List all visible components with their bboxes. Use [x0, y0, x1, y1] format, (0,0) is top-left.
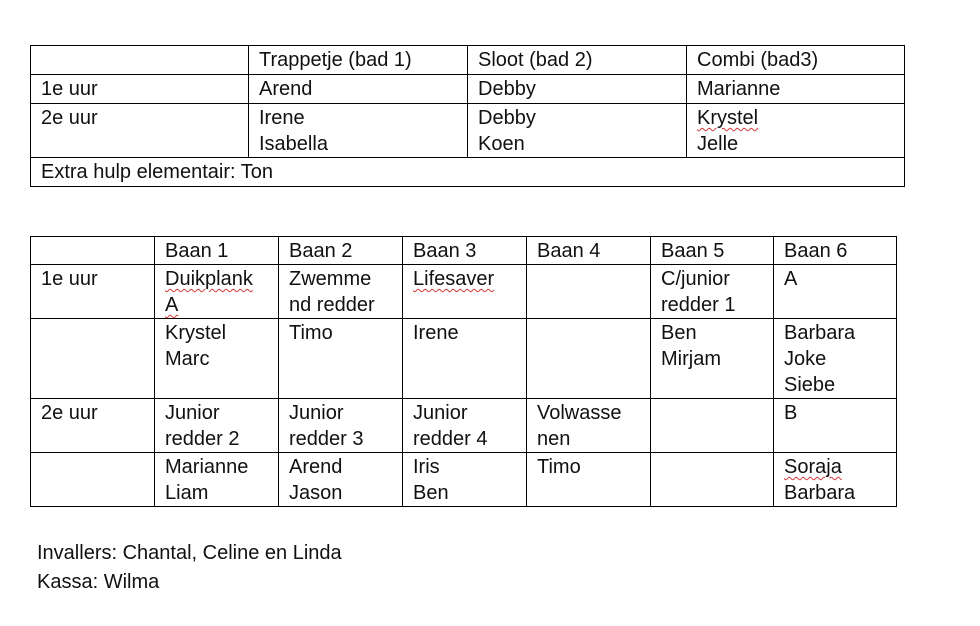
- row-label: 2e uur: [31, 399, 155, 453]
- table-row: [31, 158, 905, 187]
- table-cell: [774, 265, 897, 319]
- cell-line: A: [784, 268, 798, 290]
- cell-line: Krystel: [165, 322, 227, 344]
- cell-line: nd redder: [289, 294, 375, 316]
- cell-line: Marianne: [165, 456, 249, 478]
- table-cell: [527, 399, 651, 453]
- spellcheck-word: Lifesaver: [413, 268, 495, 290]
- cell-line: Irene: [413, 322, 459, 344]
- cell-line: Ben: [661, 322, 697, 344]
- cell-line: Mirjam: [661, 348, 721, 370]
- table-cell: Baan 4: [527, 237, 651, 265]
- cell-line: Barbara: [784, 482, 856, 504]
- cell-line: Barbara: [784, 322, 856, 344]
- table-cell: [651, 399, 774, 453]
- cell-line: Joke: [784, 348, 827, 370]
- row-label: 2e uur: [31, 104, 249, 158]
- spellcheck-word: Duikplank: [165, 268, 253, 290]
- table-cell: Baan 3: [403, 237, 527, 265]
- cell-line: Ben: [413, 482, 449, 504]
- table-cell: Marianne: [687, 75, 905, 104]
- cell-line: Jason: [289, 482, 343, 504]
- table-cell: [249, 104, 468, 158]
- table-cell: [155, 265, 279, 319]
- table-cell: Combi (bad3): [687, 46, 905, 75]
- cell-line: Liam: [165, 482, 209, 504]
- spellcheck-word: Soraja: [784, 456, 842, 478]
- cell-line: Zwemme: [289, 268, 372, 290]
- cell-line: B: [784, 402, 798, 424]
- row-label: [31, 453, 155, 507]
- table-cell: [651, 265, 774, 319]
- cell-line: Debby: [478, 107, 536, 129]
- cell-line: Junior: [289, 402, 344, 424]
- cell-line: Isabella: [259, 133, 328, 155]
- lane-schedule-table: [30, 236, 897, 507]
- row-label: 1e uur: [31, 265, 155, 319]
- table-cell: [468, 104, 687, 158]
- cell-line: redder 2: [165, 428, 240, 450]
- table-cell: Debby: [468, 75, 687, 104]
- cell-line: Timo: [289, 322, 333, 344]
- table-cell: [651, 319, 774, 399]
- spellcheck-word: Krystel: [697, 107, 759, 129]
- table-header-row: [31, 46, 905, 75]
- cell-line: Arend: [289, 456, 343, 478]
- invallers-text: Invallers: Chantal, Celine en Linda: [37, 542, 342, 564]
- table-cell: [279, 265, 403, 319]
- table-cell: [279, 399, 403, 453]
- cell-line: Iris: [413, 456, 440, 478]
- table-cell: [774, 453, 897, 507]
- cell-line: redder 1: [661, 294, 736, 316]
- table-cell: Sloot (bad 2): [468, 46, 687, 75]
- cell-line: redder 4: [413, 428, 488, 450]
- table-cell: [403, 265, 527, 319]
- cell-line: Siebe: [784, 374, 836, 396]
- cell-line: Volwasse: [537, 402, 622, 424]
- cell-line: Jelle: [697, 133, 739, 155]
- table-cell: [527, 265, 651, 319]
- table-cell: [651, 453, 774, 507]
- table-cell: [774, 399, 897, 453]
- cell-line: C/junior: [661, 268, 730, 290]
- table-cell: [155, 453, 279, 507]
- table-cell: [403, 453, 527, 507]
- table-cell: [279, 453, 403, 507]
- table-row: [31, 399, 897, 453]
- table-cell: [774, 319, 897, 399]
- table-row: [31, 265, 897, 319]
- table-cell: Baan 5: [651, 237, 774, 265]
- cell-line: nen: [537, 428, 571, 450]
- table-header-row: [31, 237, 897, 265]
- table-cell: [31, 237, 155, 265]
- table-cell: Baan 1: [155, 237, 279, 265]
- table-row: [31, 319, 897, 399]
- cell-line: Marc: [165, 348, 210, 370]
- extra-help-cell: Extra hulp elementair: Ton: [31, 158, 905, 187]
- table-row: [31, 453, 897, 507]
- table-row: [31, 75, 905, 104]
- table-cell: Baan 2: [279, 237, 403, 265]
- table-row: [31, 104, 905, 158]
- table-cell: [527, 319, 651, 399]
- spellcheck-word: A: [165, 294, 179, 316]
- table-cell: [155, 319, 279, 399]
- cell-line: Junior: [413, 402, 468, 424]
- table-cell: [403, 319, 527, 399]
- cell-line: redder 3: [289, 428, 364, 450]
- table-cell: [403, 399, 527, 453]
- table-cell: [687, 104, 905, 158]
- row-label: [31, 319, 155, 399]
- pool-schedule-table: [30, 45, 905, 187]
- kassa-text: Kassa: Wilma: [37, 571, 160, 593]
- table-cell: Trappetje (bad 1): [249, 46, 468, 75]
- table-cell: [31, 46, 249, 75]
- cell-line: Timo: [537, 456, 581, 478]
- table-cell: [527, 453, 651, 507]
- cell-line: Irene: [259, 107, 305, 129]
- table-cell: [155, 399, 279, 453]
- cell-line: Junior: [165, 402, 220, 424]
- table-cell: Baan 6: [774, 237, 897, 265]
- cell-line: Koen: [478, 133, 525, 155]
- row-label: 1e uur: [31, 75, 249, 104]
- table-cell: Arend: [249, 75, 468, 104]
- table-cell: [279, 319, 403, 399]
